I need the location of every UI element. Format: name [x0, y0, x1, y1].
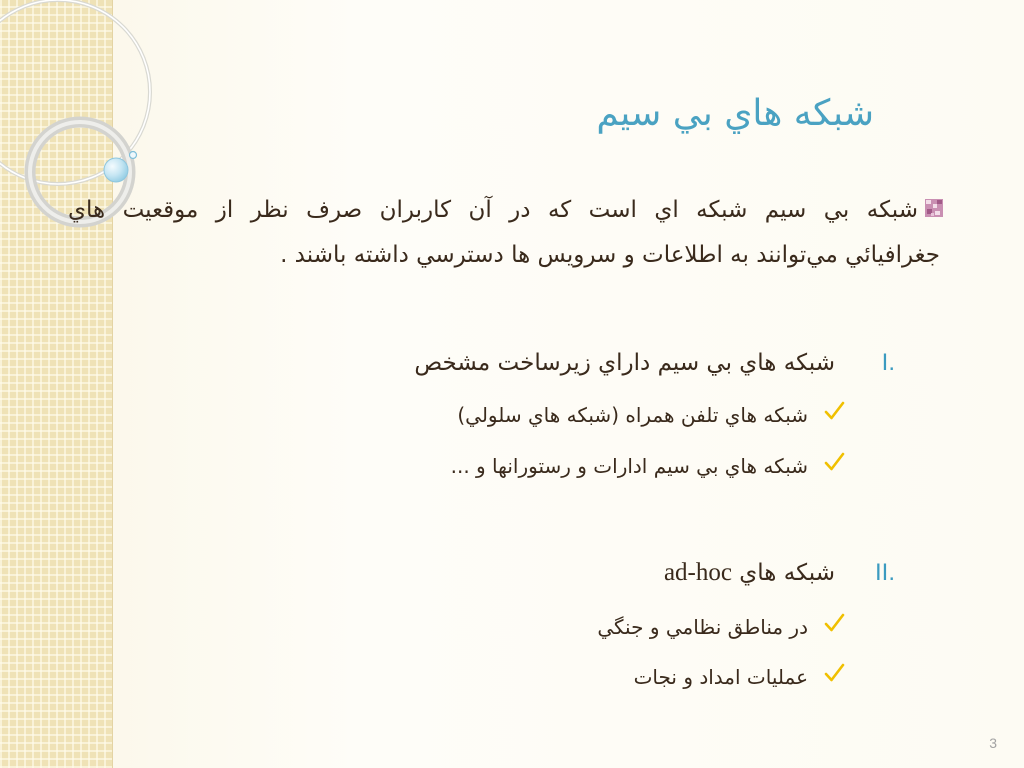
- slide-title: شبكه هاي بي سيم: [596, 93, 874, 134]
- intro-paragraph: [68, 188, 943, 278]
- blue-bubble: [104, 158, 128, 182]
- section-1-item-2: شبكه هاي بي سيم ادارات و رستورانها و ...: [450, 454, 808, 478]
- section-2-item-2: عمليات امداد و نجات: [633, 665, 808, 689]
- section-2-heading-persian: شبكه هاي: [739, 560, 835, 586]
- section-2-heading-latin: ad-hoc: [663, 559, 732, 586]
- small-bubble: [130, 152, 137, 159]
- list-item: [597, 609, 895, 645]
- check-icon: [823, 400, 845, 422]
- mosaic-square-bullet-icon: [925, 199, 943, 217]
- check-icon: [823, 451, 845, 473]
- section-1-heading: شبكه هاي بي سيم داراي زيرساخت مشخص: [414, 350, 835, 376]
- section-2-number: II.: [874, 559, 895, 586]
- check-icon: [823, 612, 845, 634]
- list-item: [457, 397, 895, 433]
- slide-number: 3: [989, 735, 997, 751]
- section-2-item-1: در مناطق نظامي و جنگي: [597, 615, 808, 639]
- section-1-heading-row: [414, 345, 895, 381]
- section-2-heading: [664, 559, 835, 587]
- section-2-heading-row: [664, 555, 895, 591]
- intro-line-2: جغرافيائي مي‌توانند به اطلاعات و سرويس ها دسترسي داشته باشند .: [280, 242, 940, 268]
- list-item: [451, 448, 895, 484]
- list-item: [634, 659, 895, 695]
- section-1-item-1: شبكه هاي تلفن همراه (شبكه هاي سلولي): [457, 403, 808, 427]
- section-1-number: I.: [881, 349, 895, 376]
- intro-line-1: شبكه بي سيم شبكه اي است كه در آن كاربران صرف نظر از موقعيت هاي: [68, 197, 918, 223]
- check-icon: [823, 662, 845, 684]
